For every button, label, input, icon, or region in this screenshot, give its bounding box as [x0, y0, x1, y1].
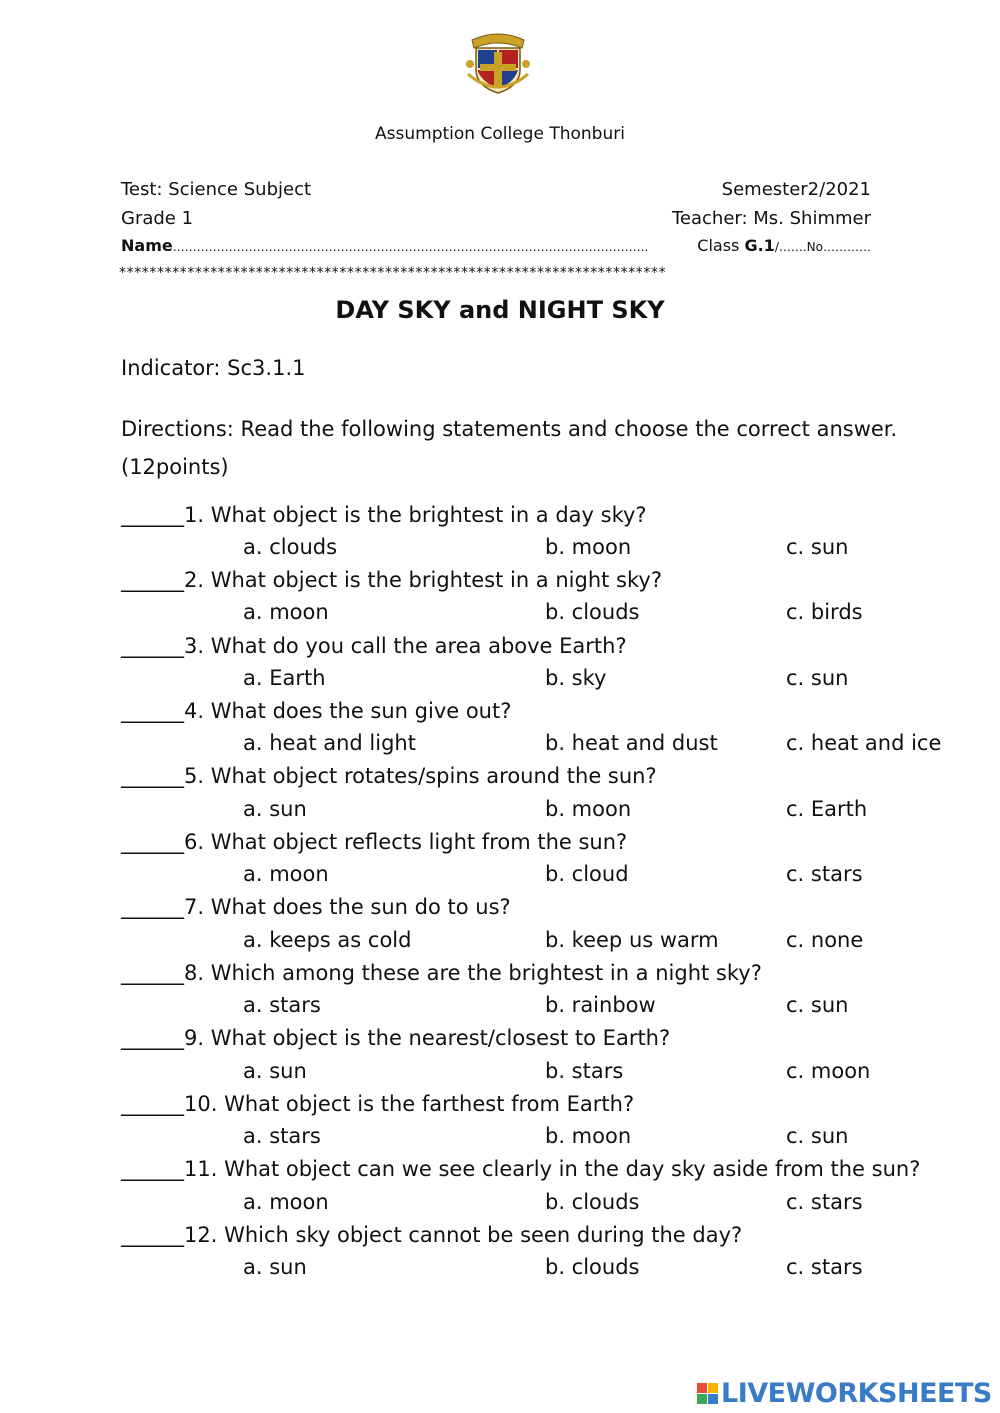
q12-option-a[interactable]: a. sun	[243, 1255, 307, 1279]
liveworksheets-brand[interactable]	[697, 1378, 992, 1409]
q2-option-b[interactable]: b. clouds	[545, 600, 640, 624]
q11-option-b[interactable]: b. clouds	[545, 1190, 640, 1214]
header-row-test	[121, 179, 871, 200]
q11-option-a[interactable]: a. moon	[243, 1190, 329, 1214]
q7-option-c[interactable]: c. none	[786, 928, 864, 952]
question-10[interactable]: ______10. What object is the farthest from Earth?	[121, 1092, 635, 1116]
q8-option-b[interactable]: b. rainbow	[545, 993, 656, 1017]
directions: Directions: Read the following statements and choose the correct answer. (12points)	[121, 417, 898, 479]
q3-option-b[interactable]: b. sky	[545, 666, 607, 690]
q1-option-b[interactable]: b. moon	[545, 535, 632, 559]
question-12[interactable]: ______12. Which sky object cannot be seen during the day?	[121, 1223, 743, 1247]
liveworksheets-wordmark: LIVEWORKSHEETS	[721, 1378, 992, 1409]
school-crest-logo	[466, 30, 530, 96]
indicator: Indicator: Sc3.1.1	[121, 356, 306, 380]
question-5[interactable]: ______5. What object rotates/spins around the sun?	[121, 764, 657, 788]
teacher-label: Teacher: Ms. Shimmer	[671, 208, 871, 229]
q5-option-b[interactable]: b. moon	[545, 797, 632, 821]
name-label: Name	[121, 236, 173, 255]
header-row-name	[121, 236, 871, 255]
class-value: G.1	[744, 236, 775, 255]
q4-option-a[interactable]: a. heat and light	[243, 731, 416, 755]
q10-option-b[interactable]: b. moon	[545, 1124, 632, 1148]
q5-option-c[interactable]: c. Earth	[786, 797, 868, 821]
q3-option-a[interactable]: a. Earth	[243, 666, 326, 690]
q5-option-a[interactable]: a. sun	[243, 797, 307, 821]
q10-option-a[interactable]: a. stars	[243, 1124, 321, 1148]
q7-option-a[interactable]: a. keeps as cold	[243, 928, 412, 952]
question-4[interactable]: ______4. What does the sun give out?	[121, 699, 512, 723]
q2-option-a[interactable]: a. moon	[243, 600, 329, 624]
question-6[interactable]: ______6. What object reflects light from the sun?	[121, 830, 628, 854]
q9-option-b[interactable]: b. stars	[545, 1059, 624, 1083]
question-3[interactable]: ______3. What do you call the area above Earth?	[121, 634, 627, 658]
q6-option-b[interactable]: b. cloud	[545, 862, 629, 886]
q12-option-b[interactable]: b. clouds	[545, 1255, 640, 1279]
q8-option-c[interactable]: c. sun	[786, 993, 849, 1017]
q6-option-c[interactable]: c. stars	[786, 862, 863, 886]
question-7[interactable]: ______7. What does the sun do to us?	[121, 895, 511, 919]
name-blank: ………………………………………………………………………………………………………..	[172, 240, 649, 254]
question-8[interactable]: ______8. Which among these are the brightest in a night sky?	[121, 961, 762, 985]
class-field[interactable]	[697, 236, 871, 255]
q3-option-c[interactable]: c. sun	[786, 666, 849, 690]
q4-option-b[interactable]: b. heat and dust	[545, 731, 718, 755]
class-number-blank: /…….No…………	[774, 240, 871, 254]
class-prefix: Class	[697, 236, 745, 255]
liveworksheets-logo-icon	[697, 1383, 718, 1404]
q9-option-c[interactable]: c. moon	[786, 1059, 871, 1083]
semester-label: Semester2/2021	[721, 179, 871, 200]
grade-label: Grade 1	[121, 208, 194, 229]
q2-option-c[interactable]: c. birds	[786, 600, 863, 624]
q9-option-a[interactable]: a. sun	[243, 1059, 307, 1083]
q1-option-a[interactable]: a. clouds	[243, 535, 338, 559]
q7-option-b[interactable]: b. keep us warm	[545, 928, 719, 952]
q4-option-c[interactable]: c. heat and ice	[786, 731, 942, 755]
q11-option-c[interactable]: c. stars	[786, 1190, 863, 1214]
q8-option-a[interactable]: a. stars	[243, 993, 321, 1017]
star-divider: ************************************************************************	[119, 265, 667, 281]
question-9[interactable]: ______9. What object is the nearest/closest to Earth?	[121, 1026, 671, 1050]
question-11[interactable]: ______11. What object can we see clearly in the day sky aside from the sun?	[121, 1157, 921, 1181]
question-2[interactable]: ______2. What object is the brightest in a night sky?	[121, 568, 662, 592]
header-row-grade	[121, 208, 871, 229]
test-subject-label: Test: Science Subject	[121, 179, 312, 200]
q10-option-c[interactable]: c. sun	[786, 1124, 849, 1148]
name-field[interactable]	[121, 236, 648, 255]
q1-option-c[interactable]: c. sun	[786, 535, 849, 559]
school-name: Assumption College Thonburi	[375, 124, 625, 144]
q6-option-a[interactable]: a. moon	[243, 862, 329, 886]
page-title: DAY SKY and NIGHT SKY	[335, 296, 665, 324]
question-1[interactable]: ______1. What object is the brightest in a day sky?	[121, 503, 647, 527]
q12-option-c[interactable]: c. stars	[786, 1255, 863, 1279]
